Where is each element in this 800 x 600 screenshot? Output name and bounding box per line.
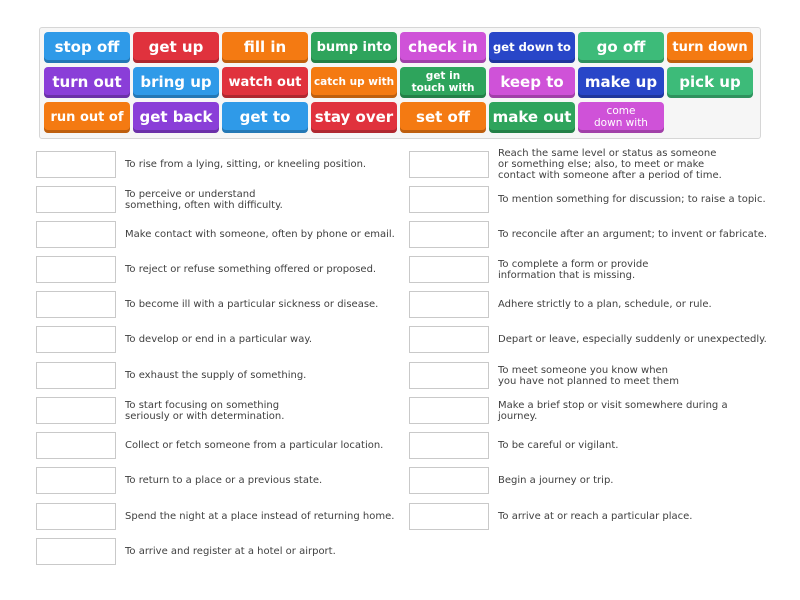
answer-drop-box[interactable] — [409, 397, 489, 424]
clue-text: Spend the night at a place instead of returning home. — [125, 511, 395, 522]
answer-drop-box[interactable] — [409, 467, 489, 494]
clue-text: To complete a form or provide information that is missing. — [498, 258, 649, 281]
answer-drop-box[interactable] — [409, 186, 489, 213]
clue-text: Adhere strictly to a plan, schedule, or rule. — [498, 299, 712, 310]
tile-make-up[interactable]: make up — [578, 67, 664, 98]
clue-text: To exhaust the supply of something. — [125, 370, 307, 381]
tile-check-in[interactable]: check in — [400, 32, 486, 63]
tile-bring-up[interactable]: bring up — [133, 67, 219, 98]
clue-text: To start focusing on something seriously or with determination. — [125, 399, 285, 422]
tile-get-down-to[interactable]: get down to — [489, 32, 575, 63]
tile-bump-into[interactable]: bump into — [311, 32, 397, 63]
tile-run-out-of[interactable]: run out of — [44, 102, 130, 133]
clue-text: To meet someone you know when you have not planned to meet them — [498, 364, 679, 387]
tile-stay-over[interactable]: stay over — [311, 102, 397, 133]
answer-drop-box[interactable] — [409, 151, 489, 178]
clue-text: To reconcile after an argument; to invent or fabricate. — [498, 229, 768, 240]
tile-catch-up-with[interactable]: catch up with — [311, 67, 397, 98]
tile-go-off[interactable]: go off — [578, 32, 664, 63]
answer-drop-box[interactable] — [36, 397, 116, 424]
answer-drop-box[interactable] — [409, 256, 489, 283]
clue-text: To perceive or understand something, often with difficulty. — [125, 188, 283, 211]
answer-drop-box[interactable] — [36, 467, 116, 494]
clue-text: To develop or end in a particular way. — [125, 334, 313, 345]
clue-text: Begin a journey or trip. — [498, 475, 614, 486]
tile-get-up[interactable]: get up — [133, 32, 219, 63]
clue-text: To arrive and register at a hotel or airport. — [125, 546, 336, 557]
clue-text: To return to a place or a previous state. — [125, 475, 323, 486]
answer-drop-box[interactable] — [409, 432, 489, 459]
clue-text: To be careful or vigilant. — [498, 440, 619, 451]
tile-make-out[interactable]: make out — [489, 102, 575, 133]
tile-watch-out[interactable]: watch out — [222, 67, 308, 98]
answer-drop-box[interactable] — [36, 503, 116, 530]
clue-text: To reject or refuse something offered or proposed. — [125, 264, 377, 275]
tile-get-to[interactable]: get to — [222, 102, 308, 133]
clue-text: Make contact with someone, often by phone or email. — [125, 229, 395, 240]
answer-drop-box[interactable] — [36, 326, 116, 353]
answer-drop-box[interactable] — [36, 538, 116, 565]
tile-turn-down[interactable]: turn down — [667, 32, 753, 63]
answer-drop-box[interactable] — [36, 432, 116, 459]
answer-drop-box[interactable] — [36, 186, 116, 213]
tile-stop-off[interactable]: stop off — [44, 32, 130, 63]
answer-drop-box[interactable] — [36, 362, 116, 389]
tile-fill-in[interactable]: fill in — [222, 32, 308, 63]
clue-text: Reach the same level or status as someone or something else; also, to meet or make contact with someone after a period of time. — [498, 148, 722, 181]
answer-drop-box[interactable] — [36, 291, 116, 318]
tile-get-back[interactable]: get back — [133, 102, 219, 133]
tile-set-off[interactable]: set off — [400, 102, 486, 133]
tile-come-down-with[interactable]: come down with — [578, 102, 664, 133]
clue-text: To become ill with a particular sickness or disease. — [125, 299, 379, 310]
tile-turn-out[interactable]: turn out — [44, 67, 130, 98]
tile-pick-up[interactable]: pick up — [667, 67, 753, 98]
clue-text: To rise from a lying, sitting, or kneeling position. — [125, 159, 367, 170]
clue-text: To mention something for discussion; to raise a topic. — [498, 194, 766, 205]
answer-drop-box[interactable] — [36, 221, 116, 248]
answer-drop-box[interactable] — [409, 503, 489, 530]
answer-drop-box[interactable] — [36, 256, 116, 283]
answer-drop-box[interactable] — [409, 221, 489, 248]
tile-get-in-touch-with[interactable]: get in touch with — [400, 67, 486, 98]
clue-text: To arrive at or reach a particular place. — [498, 511, 693, 522]
phrasal-verb-tile-bank — [39, 27, 761, 139]
answer-drop-box[interactable] — [409, 291, 489, 318]
tile-keep-to[interactable]: keep to — [489, 67, 575, 98]
answer-drop-box[interactable] — [409, 362, 489, 389]
answer-drop-box[interactable] — [36, 151, 116, 178]
answer-drop-box[interactable] — [409, 326, 489, 353]
clue-text: Make a brief stop or visit somewhere during a journey. — [498, 399, 728, 422]
clue-text: Depart or leave, especially suddenly or unexpectedly. — [498, 334, 767, 345]
clue-text: Collect or fetch someone from a particular location. — [125, 440, 384, 451]
